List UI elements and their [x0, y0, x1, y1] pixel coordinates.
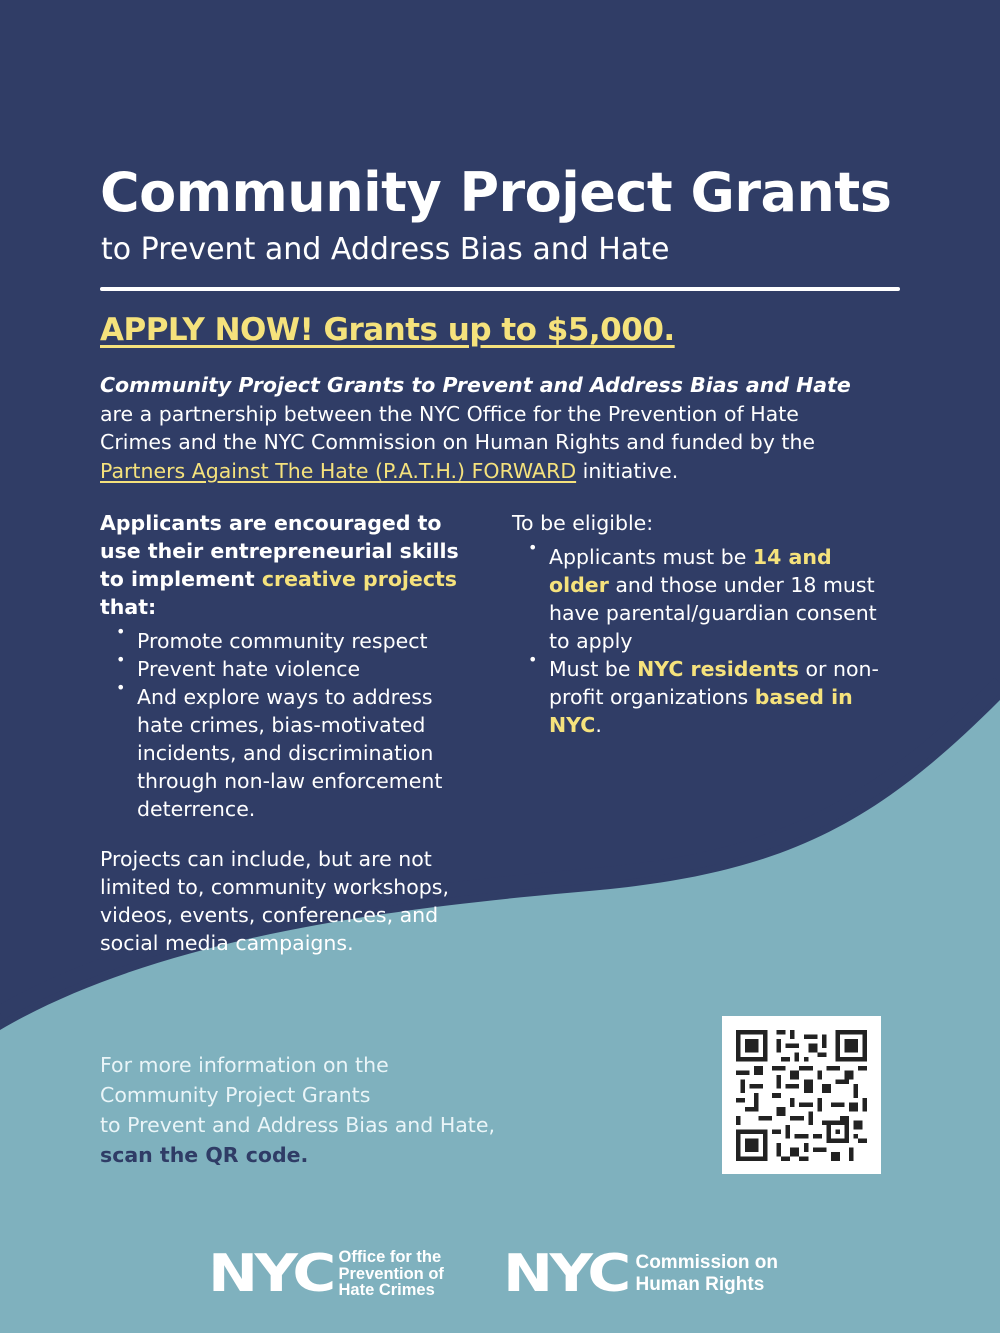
- logo-line: Office for the: [338, 1248, 442, 1267]
- intro-text: are a partnership between the NYC Office for the Prevention of Hate Crimes and the NYC Commission on Human Rights and funded by the: [100, 401, 816, 454]
- list-item: • And explore ways to address hate crimes, bias-motivated incidents, and discrimination through non-law enforcement deterrence.: [100, 683, 480, 823]
- eligibility-heading: To be eligible:: [512, 511, 654, 535]
- nyc-logo-mark: NYC: [503, 1244, 628, 1304]
- eligibility-nonprofit-text: or non-profit organizations: [549, 657, 879, 709]
- eligibility-residency-text: Must be: [549, 657, 631, 681]
- title-divider: [100, 287, 900, 291]
- list-item: [512, 655, 892, 739]
- eligibility-consent-text: and those under 18 must have parental/guardian consent to apply: [549, 573, 877, 653]
- applicants-heading-text: Applicants are encouraged to use their entrepreneurial skills to implement: [100, 511, 459, 591]
- eligibility-age-text: Applicants must be: [549, 545, 747, 569]
- nyc-hate-crimes-office-logo: [208, 1244, 444, 1304]
- logo-text: [635, 1252, 778, 1296]
- logo-text: [338, 1249, 443, 1299]
- qr-code-icon: [736, 1030, 867, 1161]
- list-item: • Prevent hate violence: [100, 655, 480, 683]
- applicants-heading: [100, 509, 480, 621]
- applicants-section: [100, 509, 480, 957]
- creative-projects-highlight: creative projects: [261, 567, 457, 591]
- intro-paragraph: [100, 371, 860, 485]
- eligibility-section: [512, 509, 892, 739]
- info-line: For more information on the: [100, 1053, 389, 1077]
- logo-line: Prevention of: [338, 1264, 444, 1283]
- logo-line: Hate Crimes: [338, 1281, 435, 1300]
- intro-text-end: initiative.: [582, 458, 679, 483]
- list-item: • Promote community respect: [100, 627, 480, 655]
- age-highlight: 14 and older: [549, 545, 832, 597]
- info-line: to Prevent and Address Bias and Hate,: [100, 1113, 495, 1137]
- qr-code[interactable]: [722, 1016, 881, 1174]
- page-title: Community Project Grants: [100, 161, 892, 224]
- list-item: [512, 543, 892, 655]
- nyc-logo-mark: NYC: [208, 1244, 333, 1304]
- projects-paragraph: Projects can include, but are not limited to, community workshops, videos, events, conferences, and social media campaigns.: [100, 847, 450, 955]
- info-line: Community Project Grants: [100, 1083, 371, 1107]
- applicants-heading-end: that:: [100, 595, 157, 619]
- logo-line: Commission on: [635, 1252, 778, 1273]
- nyc-human-rights-logo: [503, 1244, 778, 1304]
- eligibility-list: [512, 543, 892, 739]
- logo-line: Human Rights: [635, 1274, 765, 1295]
- apply-now-link[interactable]: APPLY NOW! Grants up to $5,000.: [100, 312, 675, 348]
- page-subtitle: to Prevent and Address Bias and Hate: [101, 232, 670, 267]
- based-in-nyc-highlight: based in NYC: [549, 685, 853, 737]
- more-info-text: [100, 1050, 660, 1170]
- nyc-residents-highlight: NYC residents: [637, 657, 799, 681]
- project-goals-list: [100, 627, 480, 823]
- scan-qr-instruction: scan the QR code.: [100, 1143, 309, 1167]
- intro-lead: Community Project Grants to Prevent and Address Bias and Hate: [100, 373, 851, 397]
- path-forward-link[interactable]: Partners Against The Hate (P.A.T.H.) FORWARD: [100, 458, 577, 483]
- eligibility-period: .: [595, 713, 602, 737]
